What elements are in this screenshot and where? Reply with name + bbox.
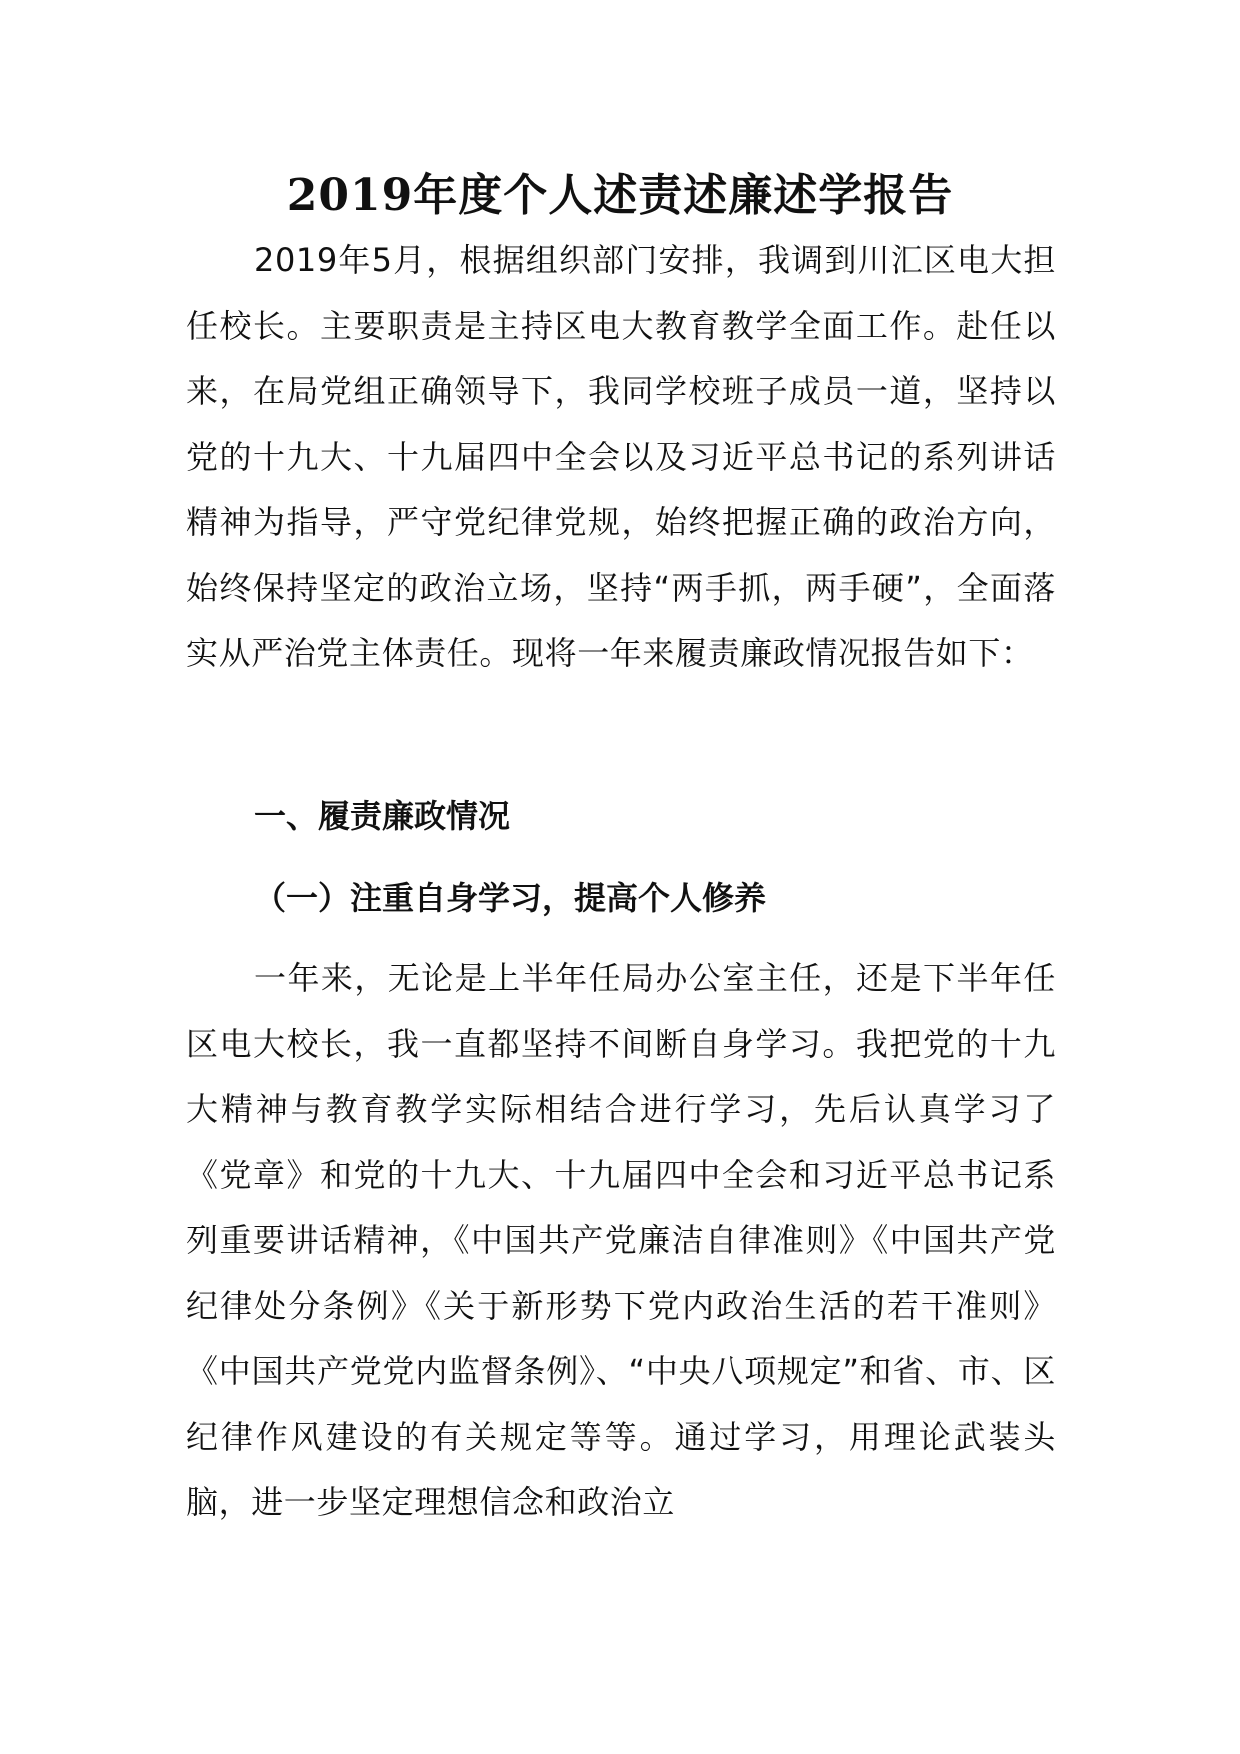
subsection-heading: （一）注重自身学习，提高个人修养 (254, 879, 767, 917)
document-title: 2019年度个人述责述廉述学报告 (286, 170, 954, 221)
intro-paragraph: 2019年5月，根据组织部门安排，我调到川汇区电大担任校长。主要职责是主持区电大教育教学全面工作。赴任以来，在局党组正确领导下，我同学校班子成员一道，坚持以党的十九大、十九届四中全会以及习近平总书记的系列讲话精神为指导，严守党纪律党规，始终把握正确的政治方向，始终保持坚定的政治立场，坚持“两手抓，两手硬”，全面落实从严治党主体责任。现将一年来履责廉政情况报告如下： (186, 241, 1056, 672)
body-paragraph: 一年来，无论是上半年任局办公室主任，还是下半年任区电大校长，我一直都坚持不间断自身学习。我把党的十九大精神与教育教学实际相结合进行学习，先后认真学习了《党章》和党的十九大、十九届四中全会和习近平总书记系列重要讲话精神，《中国共产党廉洁自律准则》《中国共产党纪律处分条例》《关于新形势下党内政治生活的若干准则》《中国共产党党内监督条例》、“中央八项规定”和省、市、区纪律作风建设的有关规定等等。通过学习，用理论武装头脑，进一步坚定理想信念和政治立 (186, 959, 1056, 1521)
section-heading: 一、履责廉政情况 (254, 797, 511, 835)
